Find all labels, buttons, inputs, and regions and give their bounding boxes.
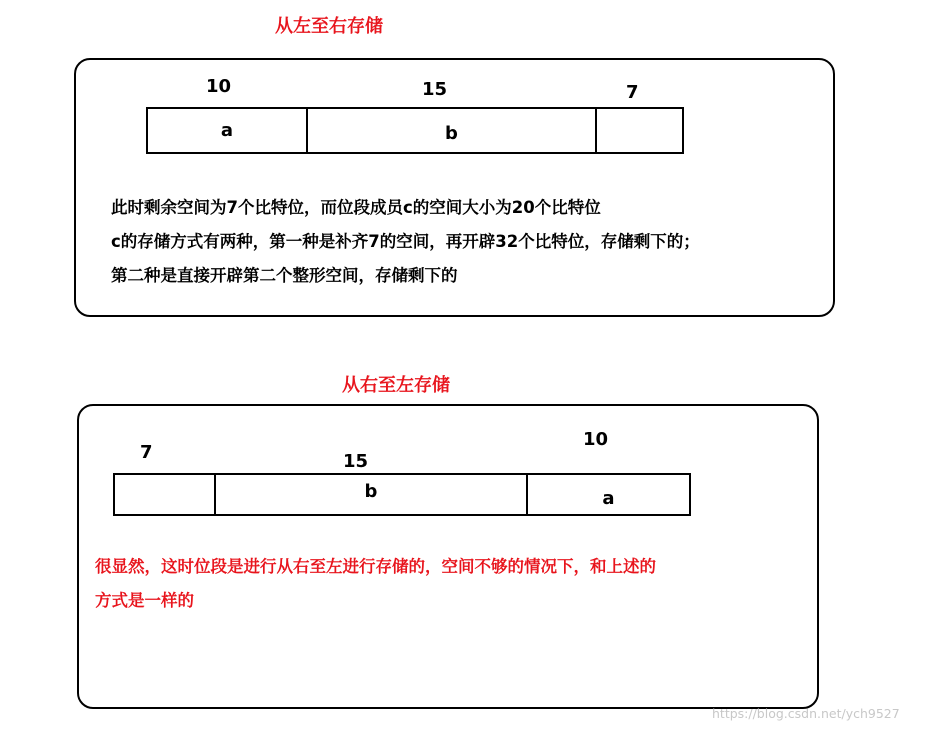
section2-label-b-bits: 15 bbox=[343, 451, 369, 472]
section1-explanation bbox=[111, 191, 700, 293]
watermark-text: https://blog.csdn.net/ych9527 bbox=[712, 706, 900, 721]
section1-label-b-bits: 15 bbox=[422, 79, 448, 100]
section1-label-rest-bits: 7 bbox=[626, 82, 639, 103]
section1-line-1: 此时剩余空间为7个比特位，而位段成员c的空间大小为20个比特位 bbox=[111, 198, 601, 217]
section2-cell-b: b bbox=[214, 473, 528, 516]
section2-line-1: 很显然，这时位段是进行从右至左进行存储的，空间不够的情况下，和上述的 bbox=[95, 557, 656, 576]
section2-cell-rest bbox=[113, 473, 216, 516]
section2-cell-a: a bbox=[526, 473, 691, 516]
section1-cell-a: a bbox=[146, 107, 308, 154]
section2-label-a-bits: 10 bbox=[583, 429, 609, 450]
section1-line-2: c的存储方式有两种，第一种是补齐7的空间，再开辟32个比特位，存储剩下的； bbox=[111, 232, 700, 251]
section1-cell-rest bbox=[595, 107, 684, 154]
section1-title: 从左至右存储 bbox=[275, 16, 383, 37]
section2-line-2: 方式是一样的 bbox=[95, 591, 194, 610]
section1-cell-b: b bbox=[306, 107, 597, 154]
section2-explanation bbox=[95, 550, 656, 618]
section1-line-3: 第二种是直接开辟第二个整形空间，存储剩下的 bbox=[111, 266, 458, 285]
section2-label-rest-bits: 7 bbox=[140, 442, 153, 463]
section2-title: 从右至左存储 bbox=[342, 375, 450, 396]
section1-label-a-bits: 10 bbox=[206, 76, 232, 97]
